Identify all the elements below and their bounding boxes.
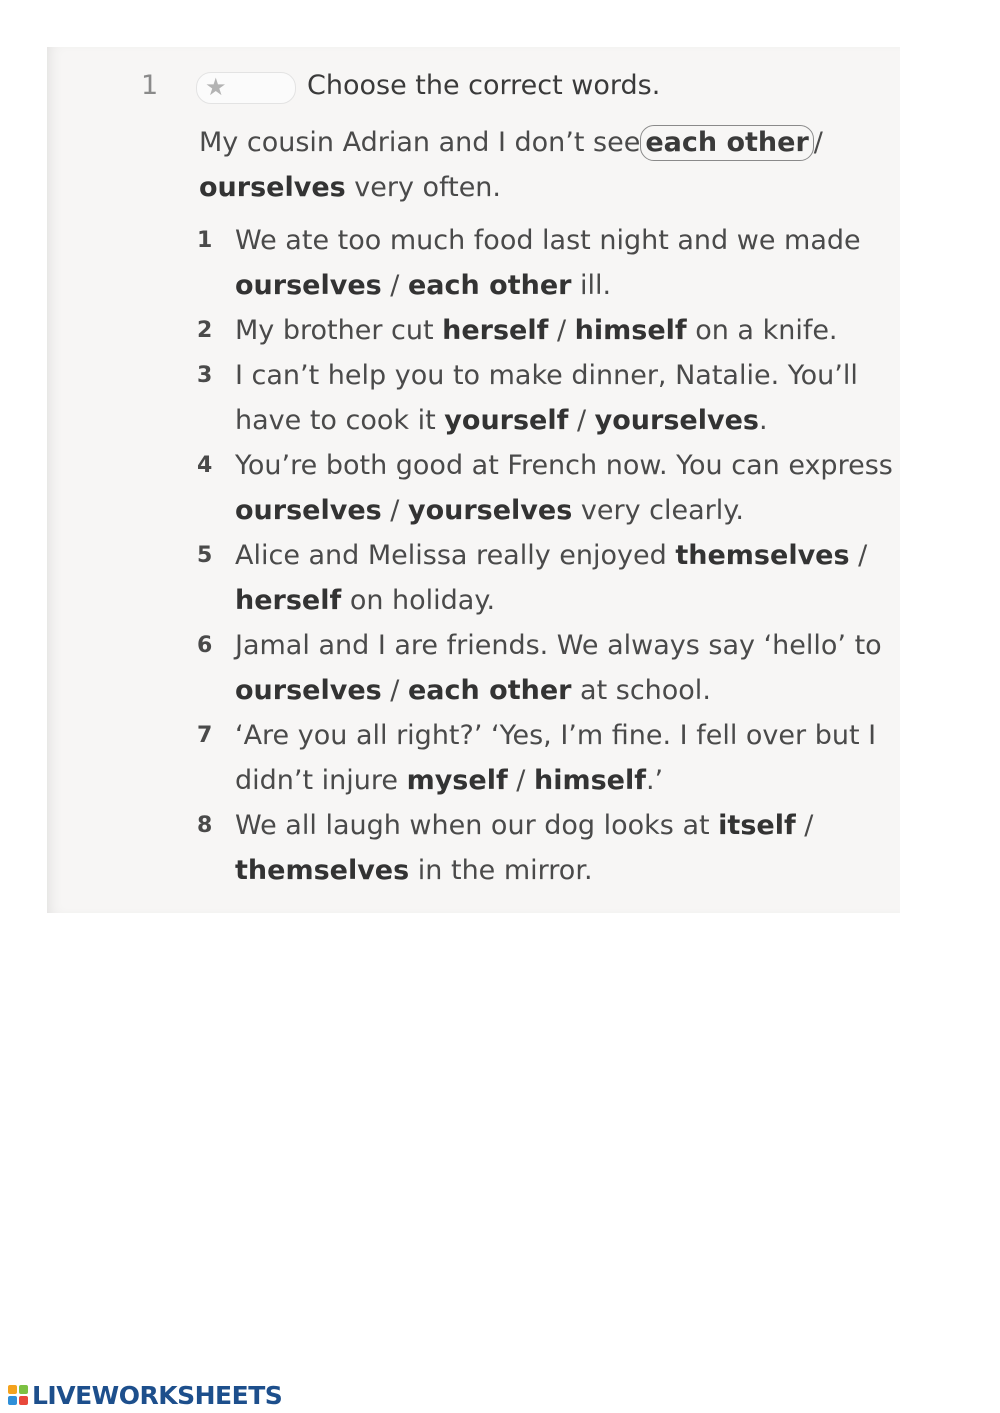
question-number: 8 [197, 813, 213, 838]
answer-option-1[interactable]: ourselves [235, 270, 382, 301]
question-item [197, 623, 897, 713]
exercise-number: 1 [141, 70, 159, 101]
question-text-after: at school. [571, 675, 711, 706]
question-item [197, 218, 897, 308]
option-separator: / [381, 675, 408, 706]
difficulty-badge [196, 72, 296, 104]
question-number: 5 [197, 543, 213, 568]
question-text-after: on holiday. [341, 585, 496, 616]
example-slash: / [813, 127, 823, 158]
question-number: 2 [197, 318, 213, 343]
answer-option-2[interactable]: each other [407, 270, 572, 301]
answer-option-2[interactable]: each other [407, 675, 572, 706]
option-separator: / [849, 540, 868, 571]
question-text-before: We all laugh when our dog looks at [235, 810, 719, 841]
question-text-before: Alice and Melissa really enjoyed [235, 540, 676, 571]
answer-option-1[interactable]: ourselves [235, 495, 382, 526]
question-text-after: . [758, 405, 768, 436]
question-item [197, 803, 897, 893]
example-option-2: ourselves [199, 172, 346, 203]
question-item [197, 443, 897, 533]
example-text-after: very often. [345, 172, 501, 203]
question-text-before: You’re both good at French now. You can express [235, 450, 893, 481]
question-text-before: I can’t help you to make dinner, Natalie. You’ll have to cook it [235, 360, 858, 436]
question-text-after: .’ [645, 765, 664, 796]
answer-option-1[interactable]: myself [406, 765, 508, 796]
option-separator: / [381, 495, 408, 526]
answer-option-1[interactable]: ourselves [235, 675, 382, 706]
question-item [197, 533, 897, 623]
answer-option-1[interactable]: yourself [444, 405, 569, 436]
option-separator: / [548, 315, 575, 346]
question-number: 7 [197, 723, 213, 748]
answer-option-2[interactable]: himself [574, 315, 687, 346]
question-number: 1 [197, 228, 213, 253]
answer-option-2[interactable]: himself [533, 765, 646, 796]
answer-option-2[interactable]: themselves [235, 855, 410, 886]
logo-mark-icon [8, 1385, 28, 1405]
question-text-before: Jamal and I are friends. We always say ‘hello’ to [235, 630, 882, 661]
answer-option-2[interactable]: herself [235, 585, 342, 616]
question-item [197, 353, 897, 443]
answer-option-1[interactable]: herself [442, 315, 549, 346]
exercise-instruction: Choose the correct words. [307, 70, 661, 101]
option-separator: / [507, 765, 534, 796]
question-text-before: We ate too much food last night and we made [235, 225, 861, 256]
option-separator: / [795, 810, 814, 841]
example-text-before: My cousin Adrian and I don’t see [199, 127, 641, 158]
question-text-before: My brother cut [235, 315, 443, 346]
question-text-after: on a knife. [686, 315, 838, 346]
question-item [197, 713, 897, 803]
question-text-after: in the mirror. [409, 855, 593, 886]
example-sentence [199, 120, 889, 210]
option-separator: / [568, 405, 595, 436]
logo-text: LIVEWORKSHEETS [32, 1380, 283, 1410]
question-number: 3 [197, 363, 213, 388]
option-separator: / [381, 270, 408, 301]
answer-option-2[interactable]: yourselves [594, 405, 759, 436]
question-text-after: very clearly. [572, 495, 744, 526]
question-item [197, 308, 897, 353]
question-number: 6 [197, 633, 213, 658]
question-text-after: ill. [571, 270, 612, 301]
answer-option-2[interactable]: yourselves [407, 495, 573, 526]
example-circled-answer: each other [640, 125, 813, 161]
star-icon: ★ [205, 73, 227, 101]
question-list [197, 218, 897, 893]
answer-option-1[interactable]: themselves [675, 540, 850, 571]
answer-option-1[interactable]: itself [718, 810, 796, 841]
question-number: 4 [197, 453, 213, 478]
question-text-before: ‘Are you all right?’ ‘Yes, I’m fine. I fell over but I didn’t injure [235, 720, 877, 796]
liveworksheets-logo [8, 1380, 282, 1410]
